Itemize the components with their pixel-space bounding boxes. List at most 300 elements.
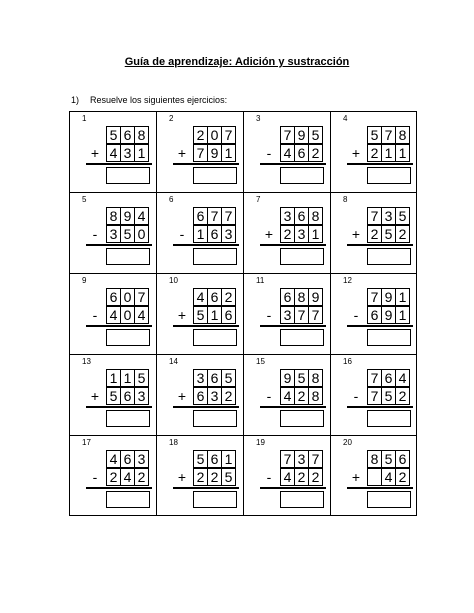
digit-box: 9 xyxy=(294,126,309,144)
digit-box: 3 xyxy=(207,387,222,405)
bottom-number-row xyxy=(88,225,150,243)
sum-line xyxy=(86,163,152,165)
digit-box: 2 xyxy=(221,387,236,405)
digit-box: 1 xyxy=(193,225,208,243)
top-number-row xyxy=(88,288,150,306)
top-number-row xyxy=(175,369,237,387)
operation-sign: + xyxy=(177,145,187,161)
sum-line xyxy=(173,406,239,408)
bottom-number-row xyxy=(262,225,324,243)
bottom-number-row xyxy=(88,387,150,405)
operation-sign: - xyxy=(92,469,98,485)
answer-box[interactable] xyxy=(367,167,411,184)
digit-box: 7 xyxy=(280,126,295,144)
bottom-number-row xyxy=(88,468,150,486)
exercise-cell xyxy=(243,111,330,192)
sum-line xyxy=(347,244,413,246)
digit-box: 4 xyxy=(106,306,121,324)
operation xyxy=(175,207,237,265)
operation xyxy=(262,450,324,508)
bottom-number-row xyxy=(175,225,237,243)
digit-boxes xyxy=(367,207,410,225)
operation-sign: + xyxy=(90,388,100,404)
top-number-row xyxy=(175,288,237,306)
digit-box: 6 xyxy=(280,288,295,306)
digit-box: 3 xyxy=(134,450,149,468)
exercise-cell xyxy=(156,111,243,192)
digit-boxes xyxy=(367,288,410,306)
top-number-row xyxy=(349,126,411,144)
answer-box[interactable] xyxy=(280,491,324,508)
digit-box: 2 xyxy=(294,387,309,405)
sum-line xyxy=(260,406,326,408)
operation-sign: + xyxy=(351,145,361,161)
operation xyxy=(262,369,324,427)
digit-boxes xyxy=(193,369,236,387)
exercise-cell xyxy=(69,354,156,435)
digit-box: 1 xyxy=(395,144,410,162)
exercise-number: 5 xyxy=(82,195,87,204)
digit-boxes xyxy=(280,450,323,468)
exercise-number: 17 xyxy=(82,438,91,447)
digit-box: 0 xyxy=(120,288,135,306)
exercise-number: 20 xyxy=(343,438,352,447)
digit-box: 9 xyxy=(381,306,396,324)
operation-sign: - xyxy=(266,388,272,404)
bottom-number-row xyxy=(349,468,411,486)
digit-box: 3 xyxy=(120,144,135,162)
exercise-cell xyxy=(69,435,156,516)
operation xyxy=(349,450,411,508)
bottom-number-row xyxy=(88,306,150,324)
top-number-row xyxy=(349,450,411,468)
exercise-cell xyxy=(69,273,156,354)
digit-boxes xyxy=(106,450,149,468)
digit-boxes xyxy=(280,369,323,387)
digit-box: 6 xyxy=(395,450,410,468)
digit-boxes xyxy=(193,225,236,243)
exercise-number: 9 xyxy=(82,276,87,285)
digit-box: 4 xyxy=(106,450,121,468)
digit-box: 6 xyxy=(207,225,222,243)
digit-boxes xyxy=(106,288,149,306)
digit-box: 9 xyxy=(207,144,222,162)
digit-box: 6 xyxy=(120,126,135,144)
digit-boxes xyxy=(367,369,410,387)
digit-box: 2 xyxy=(367,144,382,162)
operation xyxy=(349,288,411,346)
sum-line xyxy=(173,163,239,165)
digit-boxes xyxy=(280,387,323,405)
digit-box: 2 xyxy=(207,468,222,486)
digit-box: 6 xyxy=(294,144,309,162)
digit-box: 4 xyxy=(280,387,295,405)
operation xyxy=(262,207,324,265)
digit-box: 4 xyxy=(106,144,121,162)
digit-box: 4 xyxy=(395,369,410,387)
exercise-number: 19 xyxy=(256,438,265,447)
digit-box: 6 xyxy=(207,288,222,306)
digit-boxes xyxy=(280,288,323,306)
digit-box: 1 xyxy=(120,369,135,387)
digit-box: 7 xyxy=(280,450,295,468)
sum-line xyxy=(86,406,152,408)
digit-box: 3 xyxy=(221,225,236,243)
instruction-text: Resuelve los siguientes ejercicios: xyxy=(90,95,228,105)
digit-box: 2 xyxy=(280,225,295,243)
top-number-row xyxy=(88,369,150,387)
digit-box: 8 xyxy=(106,207,121,225)
top-number-row xyxy=(349,207,411,225)
digit-box: 6 xyxy=(106,288,121,306)
sum-line xyxy=(347,406,413,408)
digit-box: 3 xyxy=(280,207,295,225)
exercise-number: 7 xyxy=(256,195,261,204)
top-number-row xyxy=(262,450,324,468)
bottom-number-row xyxy=(349,306,411,324)
page-title: Guía de aprendizaje: Adición y sustracción xyxy=(124,56,350,68)
digit-box: 1 xyxy=(381,144,396,162)
digit-box: 5 xyxy=(193,306,208,324)
answer-box[interactable] xyxy=(106,248,150,265)
digit-box: 0 xyxy=(134,225,149,243)
answer-box[interactable] xyxy=(193,491,237,508)
digit-box: 2 xyxy=(221,288,236,306)
digit-boxes xyxy=(280,225,323,243)
operation xyxy=(349,207,411,265)
operation xyxy=(88,450,150,508)
digit-boxes xyxy=(367,387,410,405)
answer-box[interactable] xyxy=(367,491,411,508)
exercise-number: 12 xyxy=(343,276,352,285)
operation-sign: + xyxy=(351,469,361,485)
digit-box: 2 xyxy=(193,126,208,144)
sum-line xyxy=(173,244,239,246)
digit-box: 1 xyxy=(106,369,121,387)
digit-box: 2 xyxy=(395,225,410,243)
top-number-row xyxy=(88,126,150,144)
digit-box: 5 xyxy=(381,225,396,243)
answer-box[interactable] xyxy=(193,248,237,265)
top-number-row xyxy=(175,207,237,225)
answer-box[interactable] xyxy=(193,329,237,346)
digit-box xyxy=(367,468,382,486)
bottom-number-row xyxy=(349,144,411,162)
answer-box[interactable] xyxy=(280,410,324,427)
sum-line xyxy=(86,325,152,327)
operation-sign: + xyxy=(90,145,100,161)
digit-box: 8 xyxy=(308,207,323,225)
digit-boxes xyxy=(367,126,410,144)
digit-box: 6 xyxy=(221,306,236,324)
sum-line xyxy=(260,163,326,165)
digit-box: 4 xyxy=(280,468,295,486)
digit-box: 3 xyxy=(193,369,208,387)
exercise-cell xyxy=(330,435,417,516)
operation xyxy=(349,369,411,427)
exercise-number: 16 xyxy=(343,357,352,366)
operation xyxy=(175,126,237,184)
bottom-number-row xyxy=(262,387,324,405)
exercise-number: 10 xyxy=(169,276,178,285)
digit-boxes xyxy=(106,207,149,225)
digit-box: 5 xyxy=(120,225,135,243)
bottom-number-row xyxy=(262,468,324,486)
digit-box: 2 xyxy=(395,387,410,405)
answer-box[interactable] xyxy=(106,167,150,184)
digit-boxes xyxy=(280,126,323,144)
digit-box: 6 xyxy=(193,207,208,225)
digit-boxes xyxy=(280,306,323,324)
sum-line xyxy=(86,244,152,246)
digit-box: 6 xyxy=(367,306,382,324)
digit-box: 8 xyxy=(308,369,323,387)
exercise-grid xyxy=(69,111,417,516)
digit-boxes xyxy=(106,369,149,387)
operation-sign: - xyxy=(353,388,359,404)
top-number-row xyxy=(262,207,324,225)
answer-box[interactable] xyxy=(367,329,411,346)
digit-box: 1 xyxy=(207,306,222,324)
exercise-number: 14 xyxy=(169,357,178,366)
operation xyxy=(88,288,150,346)
digit-boxes xyxy=(106,468,149,486)
digit-boxes xyxy=(367,468,410,486)
digit-box: 2 xyxy=(193,468,208,486)
digit-box: 1 xyxy=(221,450,236,468)
digit-box: 7 xyxy=(308,450,323,468)
digit-box: 6 xyxy=(207,450,222,468)
digit-boxes xyxy=(193,144,236,162)
digit-boxes xyxy=(367,144,410,162)
digit-box: 4 xyxy=(381,468,396,486)
digit-box: 8 xyxy=(308,387,323,405)
top-number-row xyxy=(262,369,324,387)
digit-box: 8 xyxy=(294,288,309,306)
bottom-number-row xyxy=(175,468,237,486)
digit-boxes xyxy=(106,225,149,243)
digit-box: 8 xyxy=(395,126,410,144)
exercise-number: 4 xyxy=(343,114,348,123)
answer-box[interactable] xyxy=(280,248,324,265)
exercise-number: 15 xyxy=(256,357,265,366)
digit-box: 4 xyxy=(134,207,149,225)
digit-boxes xyxy=(193,468,236,486)
digit-boxes xyxy=(193,387,236,405)
digit-box: 3 xyxy=(106,225,121,243)
exercise-cell xyxy=(156,192,243,273)
top-number-row xyxy=(349,288,411,306)
exercise-cell xyxy=(330,192,417,273)
answer-box[interactable] xyxy=(367,410,411,427)
digit-box: 7 xyxy=(367,288,382,306)
operation-sign: - xyxy=(92,226,98,242)
bottom-number-row xyxy=(88,144,150,162)
digit-boxes xyxy=(193,207,236,225)
digit-box: 2 xyxy=(134,468,149,486)
operation xyxy=(88,369,150,427)
digit-box: 4 xyxy=(120,468,135,486)
exercise-number: 18 xyxy=(169,438,178,447)
operation xyxy=(175,288,237,346)
bottom-number-row xyxy=(175,306,237,324)
instruction xyxy=(71,95,227,105)
top-number-row xyxy=(262,288,324,306)
operation xyxy=(175,369,237,427)
sum-line xyxy=(260,487,326,489)
top-number-row xyxy=(175,450,237,468)
operation-sign: - xyxy=(266,469,272,485)
top-number-row xyxy=(349,369,411,387)
exercise-cell xyxy=(69,192,156,273)
operation-sign: + xyxy=(351,226,361,242)
exercise-cell xyxy=(243,273,330,354)
digit-box: 3 xyxy=(381,207,396,225)
exercise-cell xyxy=(330,111,417,192)
digit-box: 2 xyxy=(308,144,323,162)
digit-box: 7 xyxy=(294,306,309,324)
instruction-number: 1) xyxy=(71,95,80,105)
digit-box: 7 xyxy=(207,207,222,225)
exercise-cell xyxy=(156,435,243,516)
digit-box: 3 xyxy=(134,387,149,405)
sum-line xyxy=(347,163,413,165)
digit-box: 7 xyxy=(367,207,382,225)
digit-box: 4 xyxy=(134,306,149,324)
digit-box: 7 xyxy=(193,144,208,162)
digit-boxes xyxy=(193,306,236,324)
bottom-number-row xyxy=(349,225,411,243)
digit-box: 4 xyxy=(280,144,295,162)
digit-box: 5 xyxy=(134,369,149,387)
exercise-cell xyxy=(156,354,243,435)
digit-box: 5 xyxy=(308,126,323,144)
operation-sign: - xyxy=(266,307,272,323)
digit-box: 7 xyxy=(221,207,236,225)
answer-box[interactable] xyxy=(106,491,150,508)
digit-boxes xyxy=(280,144,323,162)
digit-box: 5 xyxy=(106,126,121,144)
operation-sign: - xyxy=(179,226,185,242)
sum-line xyxy=(347,487,413,489)
sum-line xyxy=(260,325,326,327)
sum-line xyxy=(347,325,413,327)
digit-box: 5 xyxy=(221,468,236,486)
digit-boxes xyxy=(193,126,236,144)
operation xyxy=(262,126,324,184)
digit-boxes xyxy=(367,306,410,324)
bottom-number-row xyxy=(262,144,324,162)
top-number-row xyxy=(88,450,150,468)
digit-boxes xyxy=(106,126,149,144)
operation-sign: + xyxy=(177,388,187,404)
digit-box: 1 xyxy=(395,288,410,306)
operation-sign: - xyxy=(266,145,272,161)
exercise-number: 2 xyxy=(169,114,174,123)
digit-boxes xyxy=(106,144,149,162)
digit-boxes xyxy=(106,387,149,405)
digit-box: 4 xyxy=(193,288,208,306)
digit-boxes xyxy=(106,306,149,324)
digit-boxes xyxy=(193,288,236,306)
bottom-number-row xyxy=(175,144,237,162)
sum-line xyxy=(173,487,239,489)
answer-box[interactable] xyxy=(280,167,324,184)
digit-box: 6 xyxy=(120,450,135,468)
digit-box: 2 xyxy=(294,468,309,486)
digit-box: 6 xyxy=(381,369,396,387)
digit-box: 7 xyxy=(308,306,323,324)
digit-box: 6 xyxy=(294,207,309,225)
digit-box: 3 xyxy=(280,306,295,324)
bottom-number-row xyxy=(349,387,411,405)
digit-box: 9 xyxy=(381,288,396,306)
digit-box: 5 xyxy=(193,450,208,468)
digit-boxes xyxy=(193,450,236,468)
exercise-number: 1 xyxy=(82,114,87,123)
operation-sign: - xyxy=(92,307,98,323)
digit-box: 9 xyxy=(308,288,323,306)
operation xyxy=(88,126,150,184)
exercise-cell xyxy=(243,192,330,273)
operation-sign: + xyxy=(264,226,274,242)
digit-box: 0 xyxy=(207,126,222,144)
operation xyxy=(175,450,237,508)
digit-box: 2 xyxy=(308,468,323,486)
answer-box[interactable] xyxy=(280,329,324,346)
answer-box[interactable] xyxy=(367,248,411,265)
digit-box: 1 xyxy=(134,144,149,162)
bottom-number-row xyxy=(262,306,324,324)
answer-box[interactable] xyxy=(193,167,237,184)
bottom-number-row xyxy=(175,387,237,405)
digit-boxes xyxy=(280,207,323,225)
operation-sign: + xyxy=(177,469,187,485)
digit-box: 2 xyxy=(367,225,382,243)
digit-box: 5 xyxy=(395,207,410,225)
digit-box: 7 xyxy=(367,369,382,387)
digit-box: 2 xyxy=(395,468,410,486)
digit-box: 7 xyxy=(221,126,236,144)
digit-box: 6 xyxy=(120,387,135,405)
exercise-cell xyxy=(156,273,243,354)
digit-box: 5 xyxy=(381,450,396,468)
operation-sign: - xyxy=(353,307,359,323)
digit-box: 8 xyxy=(367,450,382,468)
digit-box: 5 xyxy=(106,387,121,405)
top-number-row xyxy=(262,126,324,144)
answer-box[interactable] xyxy=(106,410,150,427)
operation xyxy=(262,288,324,346)
digit-boxes xyxy=(280,468,323,486)
operation-sign: + xyxy=(177,307,187,323)
exercise-cell xyxy=(330,273,417,354)
operation xyxy=(349,126,411,184)
digit-box: 3 xyxy=(294,225,309,243)
exercise-cell xyxy=(69,111,156,192)
sum-line xyxy=(86,487,152,489)
digit-box: 6 xyxy=(207,369,222,387)
digit-box: 5 xyxy=(294,369,309,387)
digit-box: 9 xyxy=(280,369,295,387)
digit-boxes xyxy=(367,225,410,243)
exercise-cell xyxy=(330,354,417,435)
sum-line xyxy=(260,244,326,246)
digit-box: 9 xyxy=(120,207,135,225)
answer-box[interactable] xyxy=(193,410,237,427)
answer-box[interactable] xyxy=(106,329,150,346)
exercise-number: 11 xyxy=(256,276,265,285)
